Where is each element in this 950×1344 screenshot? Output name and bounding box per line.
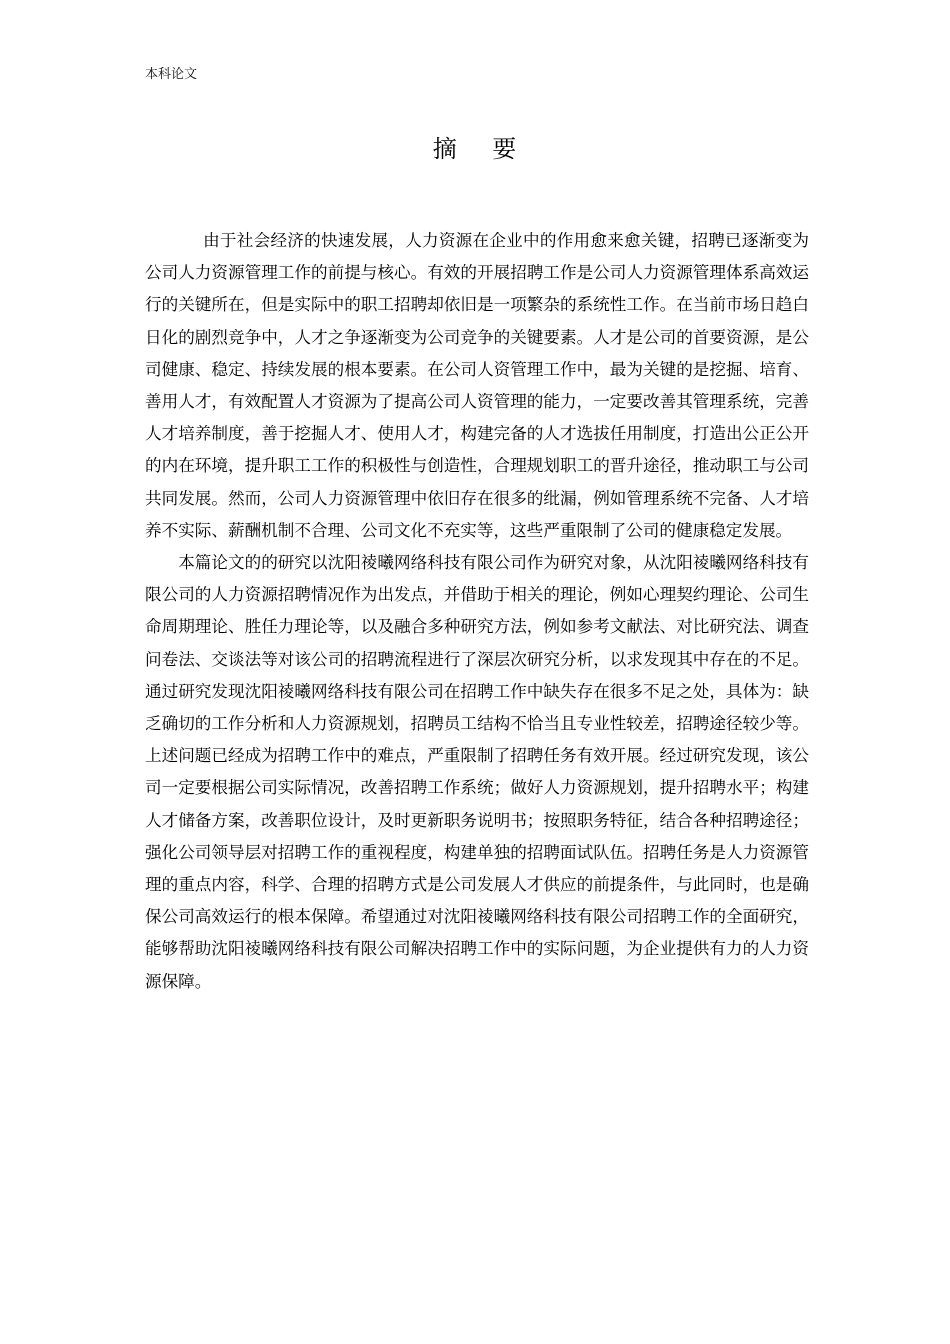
abstract-paragraph: 由于社会经济的快速发展，人力资源在企业中的作用愈来愈关键，招聘已逐渐变为公司人力资源管理工作的前提与核心。有效的开展招聘工作是公司人力资源管理体系高效运行的关键所在，但是实际中的职工招聘却依旧是一项繁杂的系统性工作。在当前市场日趋白日化的剧烈竞争中，人才之争逐渐变为公司竞争的关键要素。人才是公司的首要资源，是公司健康、稳定、持续发展的根本要素。在公司人资管理工作中，最为关键的是挖掘、培育、善用人才，有效配置人才资源为了提高公司人资管理的能力，一定要改善其管理系统，完善人才培养制度，善于挖掘人才、使用人才，构建完备的人才选拔任用制度，打造出公正公开的内在环境，提升职工工作的积极性与创造性，合理规划职工的晋升途径，推动职工与公司共同发展。然而，公司人力资源管理中依旧存在很多的纰漏，例如管理系统不完备、人才培养不实际、薪酬机制不合理、公司文化不充实等，这些严重限制了公司的健康稳定发展。 [145, 231, 809, 540]
page-title: 摘 要 [432, 135, 518, 163]
abstract-body [145, 225, 809, 998]
header-divider [143, 88, 807, 89]
page-header-label: 本科论文 [145, 67, 198, 82]
abstract-paragraph: 本篇论文的的研究以沈阳祾曦网络科技有限公司作为研究对象，从沈阳祾曦网络科技有限公司的人力资源招聘情况作为出发点，并借助于相关的理论，例如心理契约理论、公司生命周期理论、胜任力理论等，以及融合多种研究方法，例如参考文献法、对比研究法、调查问卷法、交谈法等对该公司的招聘流程进行了深层次研究分析，以求发现其中存在的不足。通过研究发现沈阳祾曦网络科技有限公司在招聘工作中缺失存在很多不足之处，具体为：缺乏确切的工作分析和人力资源规划，招聘员工结构不恰当且专业性较差，招聘途径较少等。上述问题已经成为招聘工作中的难点，严重限制了招聘任务有效开展。经过研究发现，该公司一定要根据公司实际情况，改善招聘工作系统；做好人力资源规划，提升招聘水平；构建人才储备方案，改善职位设计，及时更新职务说明书；按照职务特征，结合各种招聘途径；强化公司领导层对招聘工作的重视程度，构建单独的招聘面试队伍。招聘任务是人力资源管理的重点内容，科学、合理的招聘方式是公司发展人才供应的前提条件，与此同时，也是确保公司高效运行的根本保障。希望通过对沈阳祾曦网络科技有限公司招聘工作的全面研究，能够帮助沈阳祾曦网络科技有限公司解决招聘工作中的实际问题，为企业提供有力的人力资源保障。 [145, 553, 809, 991]
